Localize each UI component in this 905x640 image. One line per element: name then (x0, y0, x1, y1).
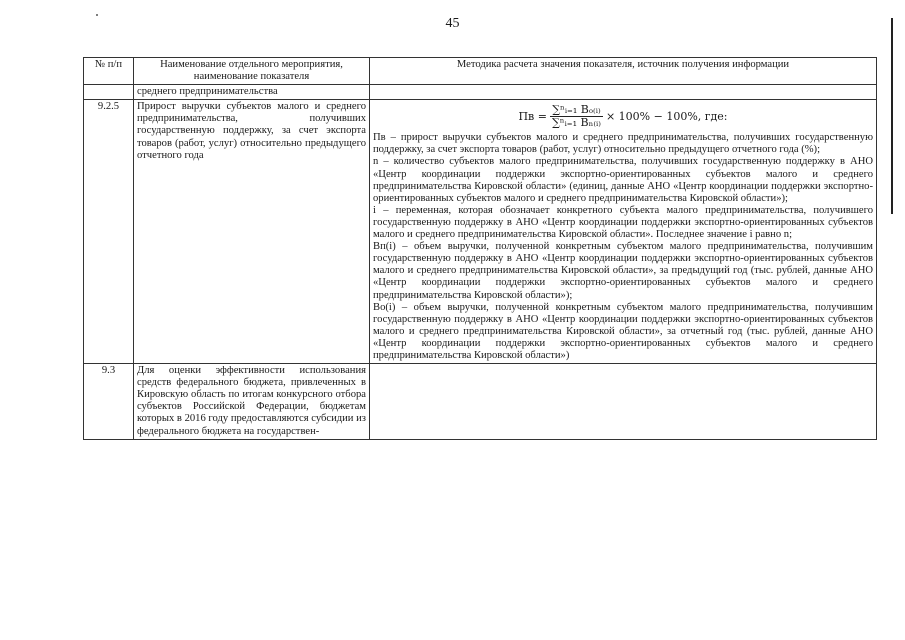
cell-name: Для оценки эффективности использования средств федерального бюджета, привлеченных в Кировскую область по итогам конкурсного отбора субъектов Российской Федерации, бюджетам которых в 2016 году предоставляются субсидии из федерального бюджета на государствен- (134, 364, 370, 440)
cell-method (370, 364, 877, 440)
header-method: Методика расчета значения показателя, источник получения информации (370, 58, 877, 85)
definition-n: n – количество субъектов малого предпринимательства, получивших государственную поддержку в АНО «Центр координации поддержки экспортно-ориентированных субъектов малого и среднего предпринимательства Кировской области» (единиц, данные АНО «Центр координации поддержки экспортно-ориентированных субъектов малого и среднего предпринимательства Кировской области»); (373, 156, 873, 204)
cell-name: среднего предпринимательства (134, 85, 370, 100)
table-header-row (84, 58, 877, 85)
cell-number (84, 85, 134, 100)
header-name: Наименование отдельного мероприятия, наименование показателя (134, 58, 370, 85)
cell-number: 9.2.5 (84, 100, 134, 364)
formula (373, 104, 873, 129)
cell-method (370, 85, 877, 100)
page-number: 45 (445, 16, 460, 31)
formula-denominator: ∑ⁿᵢ₌₁ Вₙ₍ᵢ₎ (551, 116, 601, 130)
cell-method (370, 100, 877, 364)
table-row (84, 364, 877, 440)
table-row (84, 100, 877, 364)
formula-rhs: × 100% − 100%, где: (605, 109, 728, 123)
indicator-table (83, 57, 877, 440)
definition-i: i – переменная, которая обозначает конкретного субъекта малого предпринимательства, получившего государственную поддержку в АНО «Центр координации поддержки экспортно-ориентированных субъектов малого и среднего предпринимательства Кировской области». Последнее значение i равно n; (373, 204, 873, 241)
table-row (84, 85, 877, 100)
definition-vo: Во(i) – объем выручки, полученной конкретным субъектом малого предпринимательства, получившим государственную поддержку в АНО «Центр координации поддержки экспортно-ориентированных субъектов малого и среднего предпринимательства Кировской области», за отчетный год (тыс. рублей, данные АНО «Центр координации поддержки экспортно-ориентированных субъектов малого и среднего предпринимательства Кировской области») (373, 301, 873, 361)
scan-edge-line (891, 18, 893, 214)
cell-name: Прирост выручки субъектов малого и среднего предпринимательства, получивших государственную поддержку, за счет экспорта товаров (работ, услуг) относительно предыдущего отчетного года (134, 100, 370, 364)
formula-numerator: ∑ⁿᵢ₌₁ Вₒ₍ᵢ₎ (552, 103, 601, 117)
cell-number: 9.3 (84, 364, 134, 440)
formula-lhs: Пв = (518, 109, 547, 123)
header-number: № п/п (84, 58, 134, 85)
definition-vp: Вп(i) – объем выручки, полученной конкретным субъектом малого предпринимательства, получившим государственную поддержку в АНО «Центр координации поддержки экспортно-ориентированных субъектов малого и среднего предпринимательства Кировской области», за предыдущий год (тыс. рублей, данные АНО «Центр координации поддержки экспортно-ориентированных субъектов малого и среднего предпринимательства Кировской области»); (373, 241, 873, 301)
formula-fraction (550, 104, 603, 129)
definition-pv: Пв – прирост выручки субъектов малого и среднего предпринимательства, получивших государственную поддержку, за счет экспорта товаров (работ, услуг) относительно предыдущего отчетного года (%); (373, 132, 873, 156)
